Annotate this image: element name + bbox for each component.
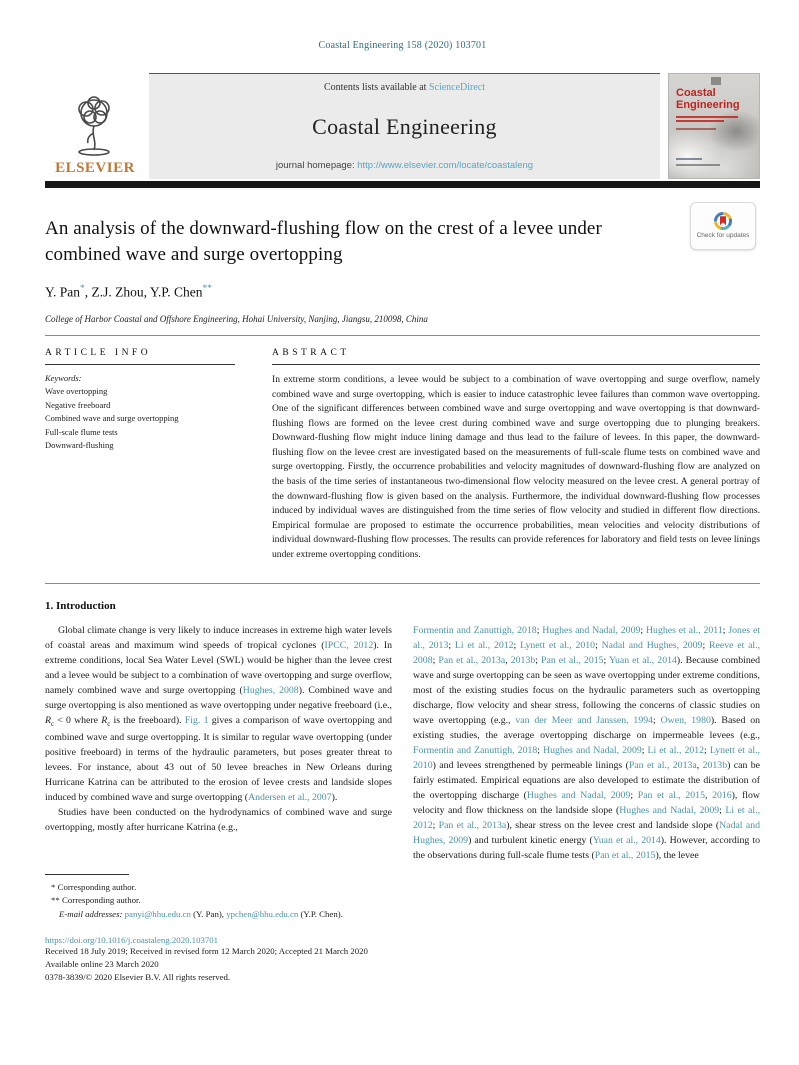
corresponding-author-note: * Corresponding author. <box>51 882 137 893</box>
introduction-body <box>45 624 760 864</box>
homepage-label: journal homepage: <box>275 160 355 171</box>
journal-cover-thumbnail[interactable] <box>668 73 760 179</box>
keyword-item: Negative freeboard <box>45 399 111 410</box>
abstract-column <box>272 348 760 563</box>
elsevier-tree-icon <box>64 93 126 159</box>
heading-rule <box>45 364 235 365</box>
abstract-text: In extreme storm conditions, a levee would be subject to a combination of wave overtopping and surge overflow, namely combined wave and surge overtopping, which is easier to induce catastrophic levee failures than common wave overtopping. One of the significant differences between combined wave and surge overtopping and wave overtopping is that downward-flushing flows are formed on the levee crest during combined wave and surge overtopping due to plunging breakers. Downward-flushing flow might induce lining damage and thus lead to the failure of levees. In this paper, the downward-flushing flow on the levee crest are investigated based on the measurements of full-scale flume tests on combined wave and surge overtopping. Firstly, the occurrence probabilities and velocity magnitudes of downward-flushing flow are analyzed on the basis of the time series of instantaneous two-dimensional flow velocity measured on the levee crest. A general portray of the downward-flushing flow is given based on the analysis. Furthermore, the individual downward-flushing flow processes induced by individual waves are distinguished from the time series of flow velocity and studied in different flow directions. Empirical formulae are proposed to estimate the occurrence probabilities, mean velocities and velocity distributions of individual downward-flushing flow processes. The results can provide references for laboratory and field tests on levee linings under extreme overtopping conditions. <box>272 373 760 560</box>
available-online: Available online 23 March 2020 <box>45 958 159 969</box>
meta-section <box>45 336 760 573</box>
journal-citation: Coastal Engineering 158 (2020) 103701 <box>318 40 487 51</box>
contents-line <box>159 82 650 93</box>
header-divider-bar <box>45 181 760 188</box>
paragraph: Global climate change is very likely to induce increases in extreme high water levels of coastal areas and maximum wind speeds of tropical cyclones (IPCC, 2012). In extreme conditions, local Sea Water Level (SWL) would be higher than the levee crest and a levee would be subject to a combination of wave overtopping and surge overflow, namely combined wave and surge overtopping (Hughes, 2008). Combined wave and surge overtopping is also mentioned as wave overtopping under negative freeboard (i.e., $R_c < 0$ where $R_c$ is the freeboard). Fig. 1 gives a comparison of wave overtopping and combined wave and surge overtopping. It is similar to regular wave overtopping (under positive freeboard) in terms of the hydraulic parameters, but poses greater threat to levees. For instance, about 43 out of 50 levee breaches in New Orleans during Hurricane Katrina can be attributed to the erosion of levee crests and landside slopes induced by combined wave and surge overtopping (Andersen et al., 2007). <box>45 625 393 803</box>
keyword-item: Full-scale flume tests <box>45 426 118 437</box>
cover-footer-line <box>676 158 702 160</box>
cover-editor-line <box>676 128 716 130</box>
journal-homepage-line <box>159 160 650 171</box>
cover-subtitle-line <box>676 120 724 122</box>
right-column <box>413 624 760 864</box>
abstract-heading: ABSTRACT <box>272 347 350 358</box>
left-column <box>45 624 392 864</box>
author-list: Y. Pan*, Z.J. Zhou, Y.P. Chen** <box>45 284 212 300</box>
keyword-item: Downward-flushing <box>45 440 114 451</box>
email-addresses-line: E-mail addresses: panyi@hhu.edu.cn (Y. Pan), ypchen@hhu.edu.cn (Y.P. Chen). <box>59 908 343 919</box>
journal-header <box>45 73 760 179</box>
paragraph: Studies have been conducted on the hydrodynamics of combined wave and surge overtopping, mostly after hurricane Katrina (e.g., <box>45 806 392 833</box>
cover-journal-title: Coastal Engineering <box>676 87 740 111</box>
footnotes <box>45 881 760 921</box>
cover-footer-line <box>676 164 720 166</box>
sciencedirect-link[interactable]: ScienceDirect <box>428 82 486 93</box>
keyword-item: Wave overtopping <box>45 385 108 396</box>
author-affiliation: College of Harbor Coastal and Offshore Engineering, Hohai University, Nanjing, Jiangsu, 210098, China <box>45 313 428 324</box>
cover-subtitle-line <box>676 116 738 118</box>
contents-prefix: Contents lists available at <box>323 82 427 93</box>
introduction-heading: 1. Introduction <box>45 600 116 613</box>
elsevier-logo[interactable] <box>45 73 145 179</box>
doi-link[interactable]: https://doi.org/10.1016/j.coastaleng.2020.103701 <box>45 934 219 945</box>
article-title: An analysis of the downward-flushing flow on the crest of a levee under combined wave and surge overtopping <box>45 218 602 266</box>
check-for-updates-label: Check for updates <box>696 232 750 240</box>
issn-copyright: 0378-3839/© 2020 Elsevier B.V. All rights reserved. <box>45 972 231 983</box>
article-info-heading: ARTICLE INFO <box>45 347 152 358</box>
keywords-label: Keywords: <box>45 372 82 383</box>
article-info-column <box>45 348 250 563</box>
cover-volume-mark <box>711 77 721 85</box>
journal-homepage-link[interactable]: http://www.elsevier.com/locate/coastaleng <box>357 160 534 171</box>
journal-name: Coastal Engineering <box>312 113 497 139</box>
check-for-updates-badge[interactable] <box>690 202 756 250</box>
footnote-rule <box>45 874 129 875</box>
received-dates: Received 18 July 2019; Received in revised form 12 March 2020; Accepted 21 March 2020 <box>45 945 368 956</box>
keyword-item: Combined wave and surge overtopping <box>45 413 179 424</box>
update-badge-icon <box>714 212 732 230</box>
bookmark-icon <box>720 216 726 225</box>
paragraph: Formentin and Zanuttigh, 2018; Hughes and Nadal, 2009; Hughes et al., 2011; Jones et al., 2013; Li et al., 2012; Lynett et al., 2010; Nadal and Hughes, 2009; Reeve et al., 2008; Pan et al., 2013a, 2013b; Pan et al., 2015; Yuan et al., 2014). Because combined wave and surge overtopping can be seen as wave overtopping under extreme conditions, most of the existing studies focus on the hydraulic parameters such as overtopping discharge, flow velocity and shear stress, following the concerns of classic studies on wave overtopping (e.g., van der Meer and Janssen, 1994; Owen, 1980). Based on existing studies, the average overtopping discharge on impermeable levees (e.g., Formentin and Zanuttigh, 2018; Hughes and Nadal, 2009; Li et al., 2012; Lynett et al., 2010) and levees strengthened by permeable linings (Pan et al., 2013a, 2013b) can be fairly estimated. Empirical equations are also developed to estimate the distribution of the overtopping discharge (Hughes and Nadal, 2009; Pan et al., 2015, 2016), flow velocity and flow thickness on the landside slope (Hughes and Nadal, 2009; Li et al., 2012; Pan et al., 2013a), shear stress on the levee crest and landside slope (Nadal and Hughes, 2009) and turbulent kinetic energy (Yuan et al., 2014). However, according to the observations during full-scale flume tests (Pan et al., 2015), the levee <box>413 625 761 862</box>
elsevier-wordmark: ELSEVIER <box>55 160 135 176</box>
section-divider <box>45 583 760 584</box>
corresponding-author-note: ** Corresponding author. <box>51 895 141 906</box>
heading-rule <box>272 364 760 365</box>
journal-banner <box>149 73 660 179</box>
